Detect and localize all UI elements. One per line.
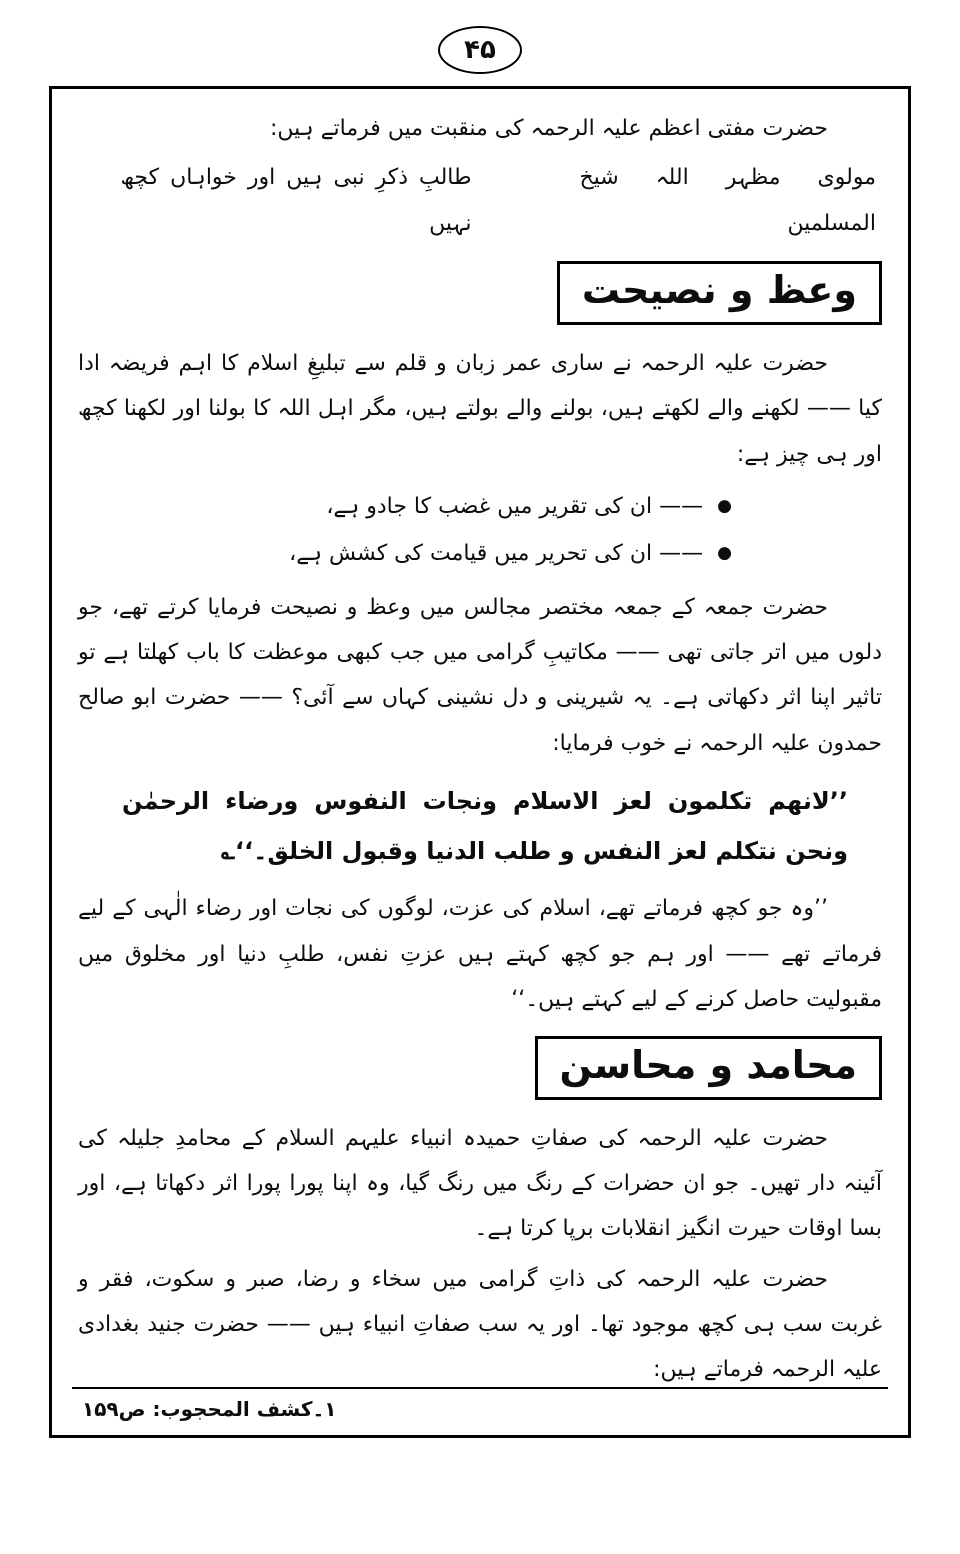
paragraph-preaching-intro: حضرت علیہ الرحمہ نے ساری عمر زبان و قلم سے تبلیغِ اسلام کا اہم فریضہ ادا کیا —— لکھنے والے لکھتے ہیں، بولنے والے بولتے ہیں، مگر اہل اللہ کا بولنا اور لکھنا کچھ اور ہی چیز ہے: [78, 351, 882, 467]
paragraph-virtues-1: حضرت علیہ الرحمہ کی صفاتِ حمیدہ انبیاء علیہم السلام کے محامدِ جلیلہ کی آئینہ دار تھیں۔ جو ان حضرات کے رنگ میں رنگ گیا، وہ اپنا پورا پورا اثر دکھاتا ہے، اور بسا اوقات حیرت انگیز انقلابات برپا کرتا ہے۔ [78, 1125, 882, 1241]
verse-first-hemistich: مولوی مظہر اللہ شیخ المسلمین [579, 165, 876, 237]
bullet-item [78, 530, 732, 577]
bullet-text: —— ان کی تقریر میں غضب کا جادو ہے، [326, 493, 704, 519]
bullet-list [78, 483, 882, 578]
paragraph-virtues-2: حضرت علیہ الرحمہ کی ذاتِ گرامی میں سخاء و رضا، صبر و سکوت، فقر و غربت سب ہی کچھ موجود تھا۔ اور یہ سب صفاتِ انبیاء ہیں —— حضرت جنید بغدادی علیہ الرحمہ فرماتے ہیں: [78, 1266, 882, 1383]
paragraph-translation: ’’وہ جو کچھ فرماتے تھے، اسلام کی عزت، لوگوں کی نجات اور رضاء الٰہی کے لیے فرماتے تھے —— اور ہم جو کچھ کہتے ہیں عزتِ نفس، طلبِ دنیا اور مخلوق میں مقبولیت حاصل کرنے کے لیے کہتے ہیں۔‘‘ [78, 896, 882, 1012]
verse-line [78, 155, 882, 247]
bullet-text: —— ان کی تحریر میں قیامت کی کشش ہے، [289, 540, 704, 566]
content-frame [49, 86, 911, 1438]
page-number: ۴۵ [464, 35, 496, 65]
intro-line: حضرت مفتی اعظم علیہ الرحمہ کی منقبت میں فرماتے ہیں: [269, 116, 828, 141]
bullet-dot-icon: ● [717, 543, 732, 564]
bullet-dot-icon: ● [717, 495, 732, 516]
bullet-item [78, 483, 732, 530]
section-heading-waz-o-nasihat: وعظ و نصیحت [557, 261, 882, 325]
page-number-oval [438, 26, 522, 74]
verse-second-hemistich: طالبِ ذکرِ نبی ہیں اور خواہاں کچھ نہیں [120, 165, 472, 237]
book-page [0, 26, 960, 1554]
paragraph-sermons: حضرت جمعہ کے جمعہ مختصر مجالس میں وعظ و نصیحت فرمایا کرتے تھے، جو دلوں میں اتر جاتی تھی —— مکاتیبِ گرامی میں جب کبھی موعظت کا باب کھلتا ہے تو تاثیر اپنا اثر دکھاتی ہے۔ یہ شیرینی و دل نشینی کہاں سے آئی؟ —— حضرت ابو صالح حمدون علیہ الرحمہ نے خوب فرمایا: [78, 595, 882, 756]
section-heading-mahamid-o-mahasin: محامد و محاسن [535, 1036, 883, 1100]
footnote-area [72, 1387, 888, 1423]
footnote-reference: ۱۔کشف المحجوب: ص۱۵۹ [82, 1397, 337, 1421]
arabic-quotation: ’’لانھم تکلمون لعز الاسلام ونجات النفوس ورضاء الرحمٰن ونحن نتکلم لعز النفس و طلب الدنیا وقبول الخلق۔‘‘؎ [122, 786, 848, 866]
